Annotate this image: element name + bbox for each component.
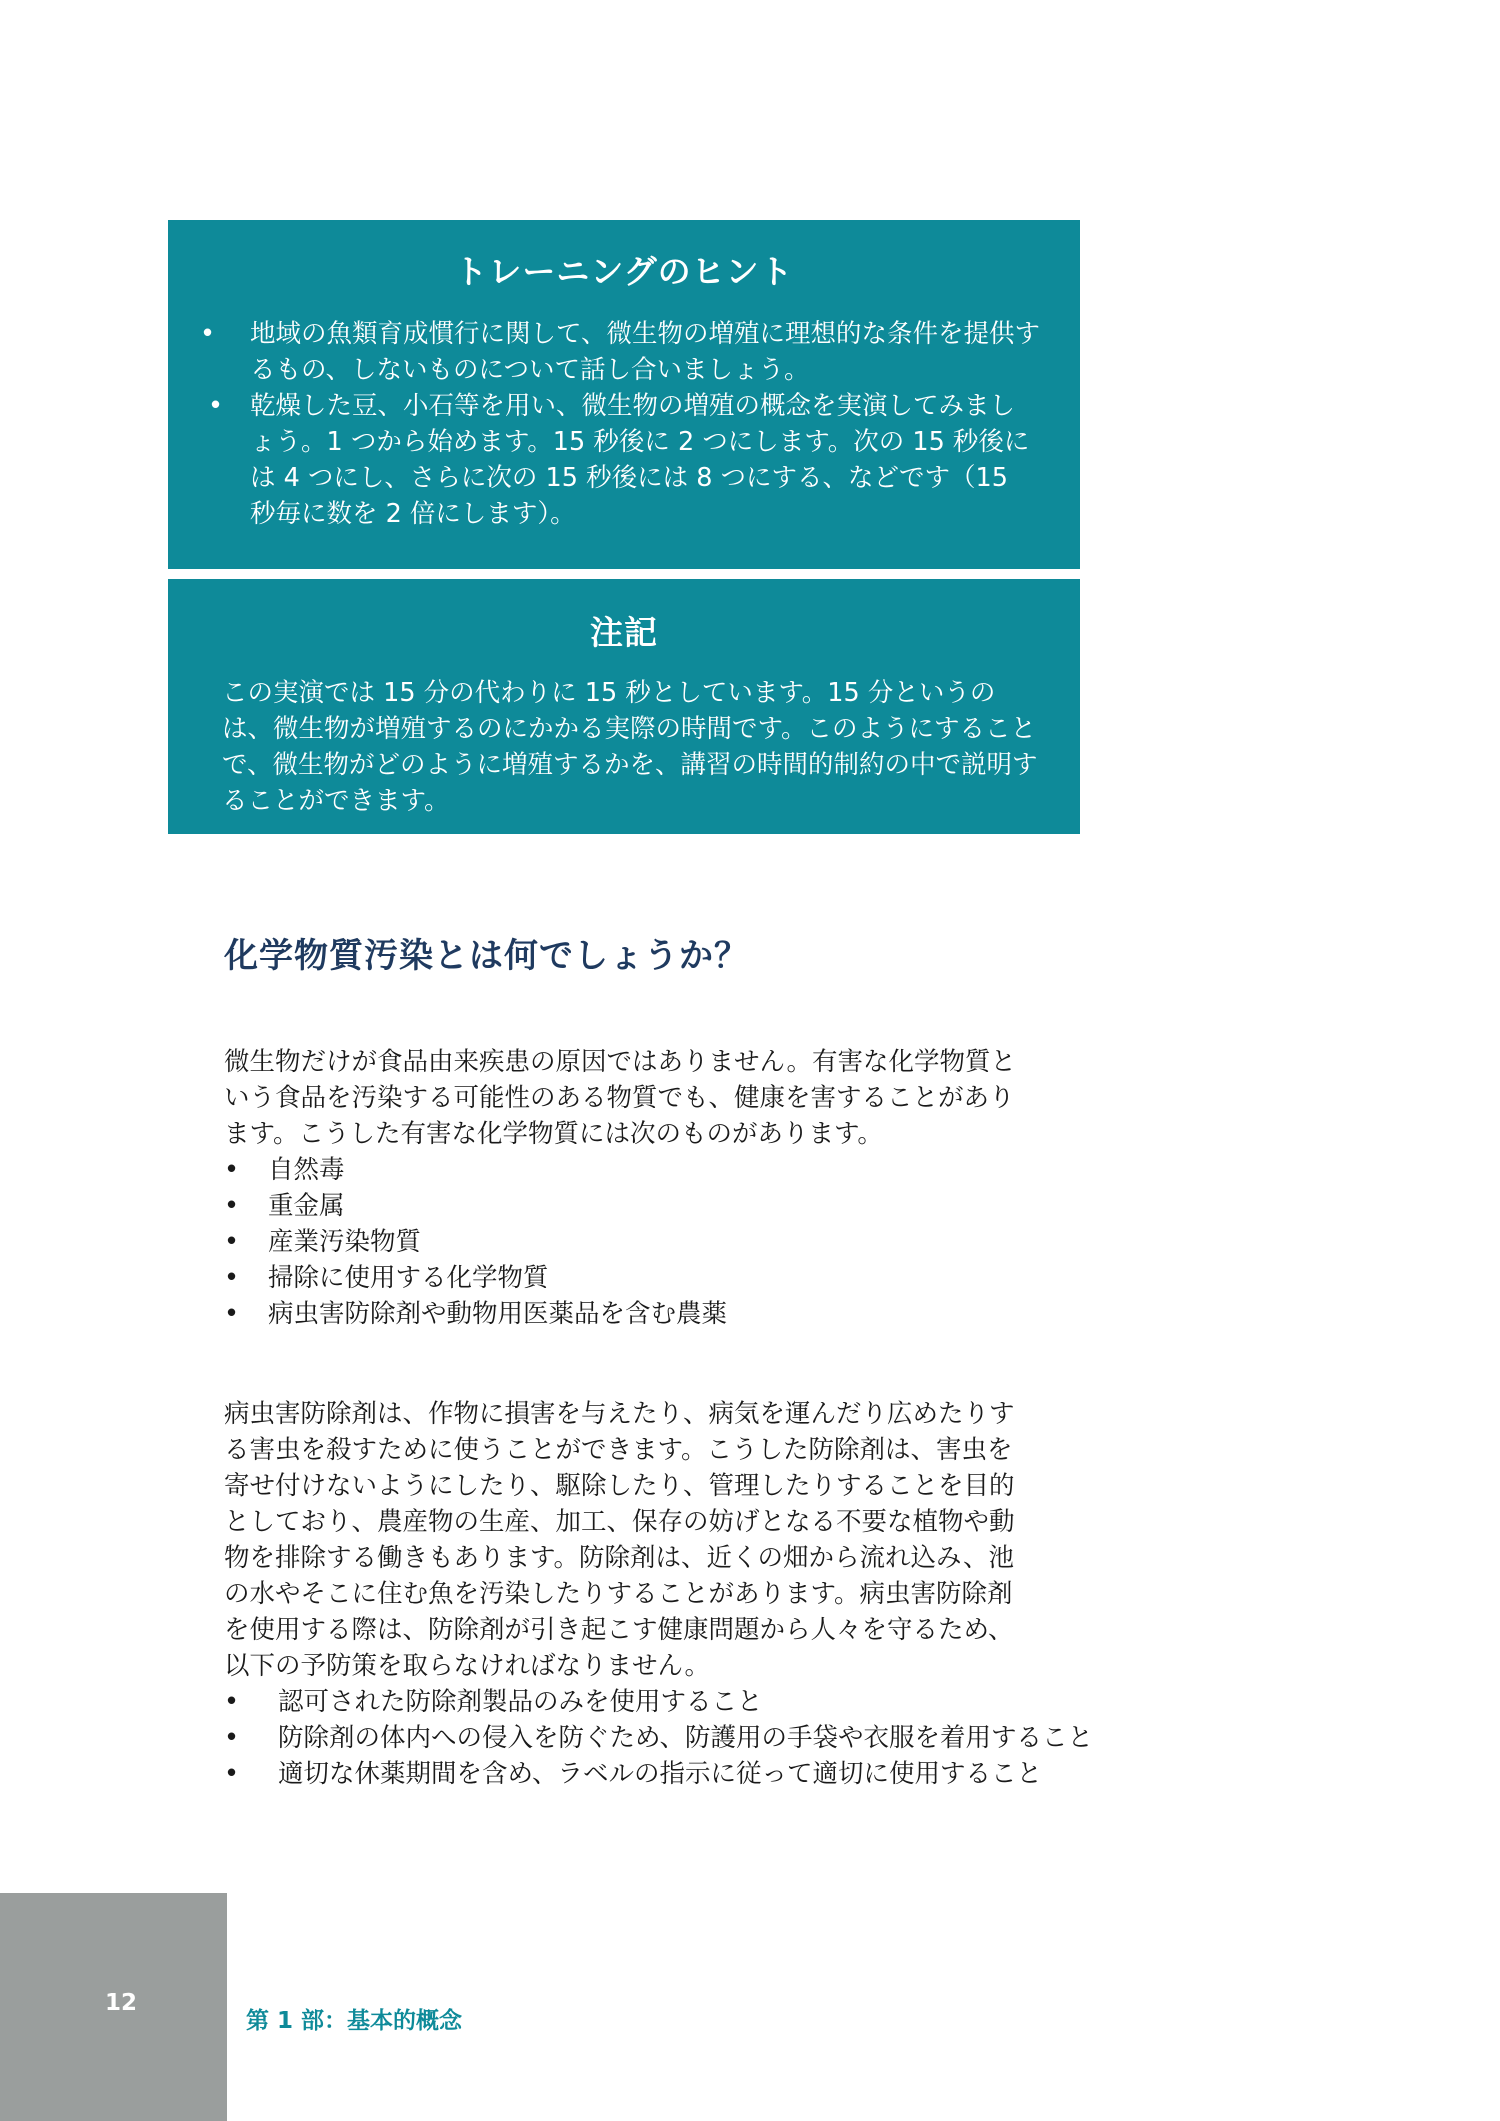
pesticide-paragraph: 病虫害防除剤は、作物に損害を与えたり、病気を運んだり広めたりする害虫を殺すために使うことができます。こうした防除剤は、害虫を寄せ付けないようにしたり、駆除したり、管理したりすることを目的としており、農産物の生産、加工、保存の妨げとなる不要な植物や動物を排除する働きもあります。防除剤は、近くの畑から流れ込み、池の水やそこに住む魚を汚染したりすることがあります。病虫害防除剤を使用する際は、防除剤が引き起こす健康問題から人々を守るため、以下の予防策を取らなければなりません。	[224, 1399, 1015, 1681]
tip-text: 乾燥した豆、小石等を用い、微生物の増殖の概念を実演してみましょう。1 つから始めます。15 秒後に 2 つにします。次の 15 秒後には 4 つにし、さらに次の 15 秒後には 8 つにする、などです（15 秒毎に数を 2 倍にします）。	[250, 391, 1030, 529]
precaution-list	[224, 1684, 1224, 1792]
pesticide-block	[224, 1396, 1093, 1792]
list-item: • 重金属	[224, 1188, 1024, 1224]
bullet-icon: •	[224, 1299, 240, 1329]
list-item: • 防除剤の体内への侵入を防ぐため、防護用の手袋や衣服を着用すること	[224, 1720, 1224, 1756]
bullet-icon: •	[224, 1723, 240, 1753]
note-title: 注記	[590, 613, 658, 652]
chemical-list	[224, 1152, 1024, 1332]
part-label: 第 1 部：基本的概念	[246, 2008, 463, 2034]
training-tips-title: トレーニングのヒント	[454, 252, 794, 291]
note-box	[168, 579, 1080, 834]
list-item: • 掃除に使用する化学物質	[224, 1260, 1024, 1296]
training-tips-list	[168, 316, 1080, 532]
bullet-icon: •	[224, 1263, 240, 1293]
bullet-icon: •	[224, 1191, 240, 1221]
list-item	[168, 388, 1080, 532]
section-heading: 化学物質汚染とは何でしょうか？	[224, 936, 749, 976]
bullet-icon: •	[208, 391, 224, 421]
intro-paragraph: 微生物だけが食品由来疾患の原因ではありません。有害な化学物質という食品を汚染する可能性のある物質でも、健康を害することがあります。こうした有害な化学物質には次のものがあります。	[224, 1047, 1017, 1149]
bullet-icon: •	[224, 1687, 240, 1717]
bullet-icon: •	[200, 319, 216, 349]
page-number: 12	[105, 1990, 138, 2016]
bullet-icon: •	[224, 1227, 240, 1257]
bullet-icon: •	[224, 1155, 240, 1185]
list-item: • 適切な休薬期間を含め、ラベルの指示に従って適切に使用すること	[224, 1756, 1224, 1792]
list-item: • 認可された防除剤製品のみを使用すること	[224, 1684, 1224, 1720]
intro-block	[224, 1044, 1024, 1332]
note-text: この実演では 15 分の代わりに 15 秒としています。15 分というのは、微生物が増殖するのにかかる実際の時間です。このようにすることで、微生物がどのように増殖するかを、講習の時間的制約の中で説明することができます。	[222, 678, 1038, 816]
tip-text: 地域の魚類育成慣行に関して、微生物の増殖に理想的な条件を提供するもの、しないものについて話し合いましょう。	[250, 319, 1040, 385]
list-item: • 自然毒	[224, 1152, 1024, 1188]
bullet-icon: •	[224, 1759, 240, 1789]
list-item: • 病虫害防除剤や動物用医薬品を含む農薬	[224, 1296, 1024, 1332]
list-item: • 産業汚染物質	[224, 1224, 1024, 1260]
training-tips-box	[168, 220, 1080, 569]
list-item	[168, 316, 1080, 388]
